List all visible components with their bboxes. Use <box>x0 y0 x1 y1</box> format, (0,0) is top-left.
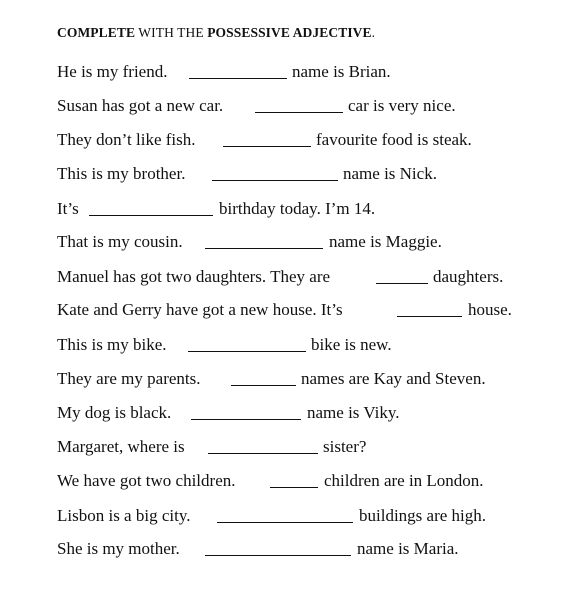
sentence-start: They are my parents. <box>57 369 201 388</box>
sentence-end: birthday today. I’m 14. <box>219 199 376 218</box>
sentence-end: children are in London. <box>324 471 484 490</box>
answer-blank[interactable] <box>217 522 353 523</box>
sentence-start: They don’t like fish. <box>57 130 196 149</box>
exercise-line <box>57 368 577 394</box>
sentence-end: name is Nick. <box>343 164 437 183</box>
sentence-start: He is my friend. <box>57 62 168 81</box>
exercise-line <box>57 198 577 224</box>
exercise-line <box>57 538 577 564</box>
instruction-connector: WITH THE <box>135 25 208 40</box>
sentence-start: Manuel has got two daughters. They are <box>57 267 331 286</box>
sentence-end: house. <box>468 300 512 319</box>
worksheet-instruction <box>57 25 375 41</box>
answer-blank[interactable] <box>89 215 213 216</box>
sentence-start: We have got two children. <box>57 471 236 490</box>
answer-blank[interactable] <box>223 146 311 147</box>
exercise-line <box>57 334 577 360</box>
answer-blank[interactable] <box>205 248 323 249</box>
exercise-line <box>57 61 577 87</box>
exercise-line <box>57 436 577 462</box>
exercise-line <box>57 266 577 292</box>
answer-blank[interactable] <box>188 351 306 352</box>
sentence-start: This is my bike. <box>57 335 167 354</box>
sentence-end: name is Brian. <box>292 62 391 81</box>
exercise-line <box>57 402 577 428</box>
sentence-end: favourite food is steak. <box>316 130 472 149</box>
exercise-line <box>57 470 577 496</box>
exercise-line <box>57 163 577 189</box>
sentence-start: Lisbon is a big city. <box>57 506 191 525</box>
answer-blank[interactable] <box>212 180 338 181</box>
sentence-end: buildings are high. <box>359 506 487 525</box>
answer-blank[interactable] <box>208 453 318 454</box>
sentence-end: sister? <box>323 437 367 456</box>
sentence-start: Susan has got a new car. <box>57 96 224 115</box>
sentence-end: names are Kay and Steven. <box>301 369 486 388</box>
answer-blank[interactable] <box>397 316 462 317</box>
answer-blank[interactable] <box>255 112 343 113</box>
sentence-start: This is my brother. <box>57 164 186 183</box>
sentence-start: My dog is black. <box>57 403 172 422</box>
exercise-line <box>57 95 577 121</box>
sentence-end: name is Maria. <box>357 539 459 558</box>
sentence-start: That is my cousin. <box>57 232 183 251</box>
instruction-period: . <box>371 25 376 40</box>
answer-blank[interactable] <box>205 555 351 556</box>
sentence-end: car is very nice. <box>348 96 456 115</box>
sentence-start: It’s <box>57 199 79 218</box>
sentence-start: She is my mother. <box>57 539 180 558</box>
instruction-topic: POSSESSIVE ADJECTIVE <box>207 25 372 40</box>
instruction-word-complete: COMPLETE <box>57 25 136 40</box>
answer-blank[interactable] <box>191 419 301 420</box>
answer-blank[interactable] <box>376 283 428 284</box>
answer-blank[interactable] <box>231 385 296 386</box>
answer-blank[interactable] <box>189 78 287 79</box>
sentence-end: bike is new. <box>311 335 392 354</box>
exercise-line <box>57 231 577 257</box>
sentence-start: Kate and Gerry have got a new house. It’s <box>57 300 343 319</box>
answer-blank[interactable] <box>270 487 318 488</box>
exercise-line <box>57 505 577 531</box>
exercise-line <box>57 129 577 155</box>
sentence-start: Margaret, where is <box>57 437 185 456</box>
sentence-end: name is Maggie. <box>329 232 442 251</box>
exercise-line <box>57 299 577 325</box>
sentence-end: name is Viky. <box>307 403 400 422</box>
sentence-end: daughters. <box>433 267 504 286</box>
